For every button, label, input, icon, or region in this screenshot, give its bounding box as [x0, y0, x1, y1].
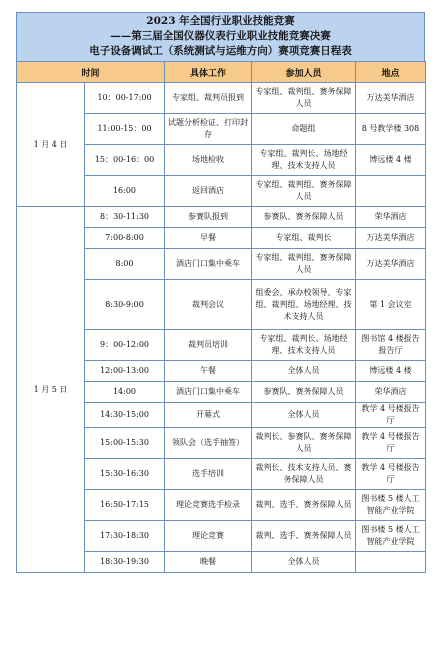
work-cell: 理论竞赛 — [165, 521, 252, 552]
place-cell: 博远楼 4 楼 — [356, 361, 426, 382]
work-cell: 酒店门口集中乘车 — [165, 249, 252, 280]
time-cell: 14:30-15:00 — [85, 403, 165, 428]
time-cell: 15：00-16：00 — [85, 145, 165, 176]
header-row — [17, 62, 426, 83]
work-cell: 晚餐 — [165, 552, 252, 573]
people-cell: 专家组、裁判长 — [252, 228, 356, 249]
people-cell: 专家组、裁判组、赛务保障人员 — [252, 176, 356, 207]
table-row — [17, 83, 426, 114]
people-cell: 全体人员 — [252, 403, 356, 428]
work-cell: 酒店门口集中乘车 — [165, 382, 252, 403]
date-cell: 1 月 4 日 — [17, 83, 85, 207]
place-cell: 博远楼 4 楼 — [356, 145, 426, 176]
people-cell: 全体人员 — [252, 361, 356, 382]
work-cell: 开幕式 — [165, 403, 252, 428]
title-line-3: 电子设备调试工（系统测试与运维方向）赛项竞赛日程表 — [89, 45, 352, 57]
work-cell: 选手培训 — [165, 459, 252, 490]
time-cell: 18:30-19:30 — [85, 552, 165, 573]
place-cell: 万达美华酒店 — [356, 249, 426, 280]
place-cell: 万达美华酒店 — [356, 83, 426, 114]
people-cell: 裁判、选手、赛务保障人员 — [252, 521, 356, 552]
time-cell: 9：00-12:00 — [85, 330, 165, 361]
schedule-table — [16, 61, 426, 573]
time-cell: 15:30-16:30 — [85, 459, 165, 490]
work-cell: 领队会（选手抽签） — [165, 428, 252, 459]
work-cell: 试题分析检证、打印封存 — [165, 114, 252, 145]
place-cell: 教学 4 号楼报告厅 — [356, 428, 426, 459]
title-line-2: ——第三届全国仪器仪表行业职业技能竞赛决赛 — [110, 30, 331, 42]
work-cell: 参赛队报到 — [165, 207, 252, 228]
place-cell: 第 1 会议室 — [356, 280, 426, 330]
header-people: 参加人员 — [252, 62, 356, 83]
place-cell: 教学 4 号楼报告厅 — [356, 459, 426, 490]
time-cell: 17:30-18:30 — [85, 521, 165, 552]
time-cell: 8：30-11:30 — [85, 207, 165, 228]
people-cell: 专家组、裁判长、场地经理、技术支持人员 — [252, 145, 356, 176]
place-cell: 万达美华酒店 — [356, 228, 426, 249]
place-cell — [356, 552, 426, 573]
place-cell: 荣华酒店 — [356, 207, 426, 228]
people-cell: 裁判长、参赛队、赛务保障人员 — [252, 428, 356, 459]
work-cell: 场地检收 — [165, 145, 252, 176]
people-cell: 专家组、裁判组、赛务保障人员 — [252, 249, 356, 280]
place-cell: 图书楼 5 楼人工智能产业学院 — [356, 521, 426, 552]
work-cell: 专家组、裁判员报到 — [165, 83, 252, 114]
work-cell: 返回酒店 — [165, 176, 252, 207]
header-place: 地点 — [356, 62, 426, 83]
time-cell: 16:00 — [85, 176, 165, 207]
place-cell — [356, 176, 426, 207]
title-line-1: 2023 年全国行业职业技能竞赛 — [146, 15, 295, 27]
title-block — [16, 12, 425, 61]
time-cell: 14:00 — [85, 382, 165, 403]
time-cell: 11:00-15：00 — [85, 114, 165, 145]
place-cell: 荣华酒店 — [356, 382, 426, 403]
people-cell: 组委会、承办校领导、专家组、裁判组、场地经理、技术支持人员 — [252, 280, 356, 330]
people-cell: 裁判长、技术支持人员、赛务保障人员 — [252, 459, 356, 490]
table-row — [17, 207, 426, 228]
work-cell: 午餐 — [165, 361, 252, 382]
people-cell: 专家组、裁判长、场地经理、技术支持人员 — [252, 330, 356, 361]
time-cell: 8:00 — [85, 249, 165, 280]
time-cell: 16:50-17:15 — [85, 490, 165, 521]
people-cell: 参赛队、赛务保障人员 — [252, 207, 356, 228]
date-cell: 1 月 5 日 — [17, 207, 85, 573]
people-cell: 命题组 — [252, 114, 356, 145]
schedule-sheet — [16, 12, 425, 573]
people-cell: 全体人员 — [252, 552, 356, 573]
work-cell: 理论竞赛选手检录 — [165, 490, 252, 521]
time-cell: 10：00-17:00 — [85, 83, 165, 114]
work-cell: 裁判会议 — [165, 280, 252, 330]
place-cell: 图书楼 5 楼人工智能产业学院 — [356, 490, 426, 521]
header-time: 时间 — [17, 62, 165, 83]
people-cell: 专家组、裁判组、赛务保障人员 — [252, 83, 356, 114]
people-cell: 参赛队、赛务保障人员 — [252, 382, 356, 403]
place-cell: 教学 4 号楼报告厅 — [356, 403, 426, 428]
work-cell: 早餐 — [165, 228, 252, 249]
time-cell: 8:30-9:00 — [85, 280, 165, 330]
place-cell: 图书馆 4 楼报告报告厅 — [356, 330, 426, 361]
place-cell: 8 号教学楼 308 — [356, 114, 426, 145]
time-cell: 12:00-13:00 — [85, 361, 165, 382]
time-cell: 15:00-15:30 — [85, 428, 165, 459]
time-cell: 7:00-8:00 — [85, 228, 165, 249]
work-cell: 裁判员培训 — [165, 330, 252, 361]
header-work: 具体工作 — [165, 62, 252, 83]
people-cell: 裁判、选手、赛务保障人员 — [252, 490, 356, 521]
